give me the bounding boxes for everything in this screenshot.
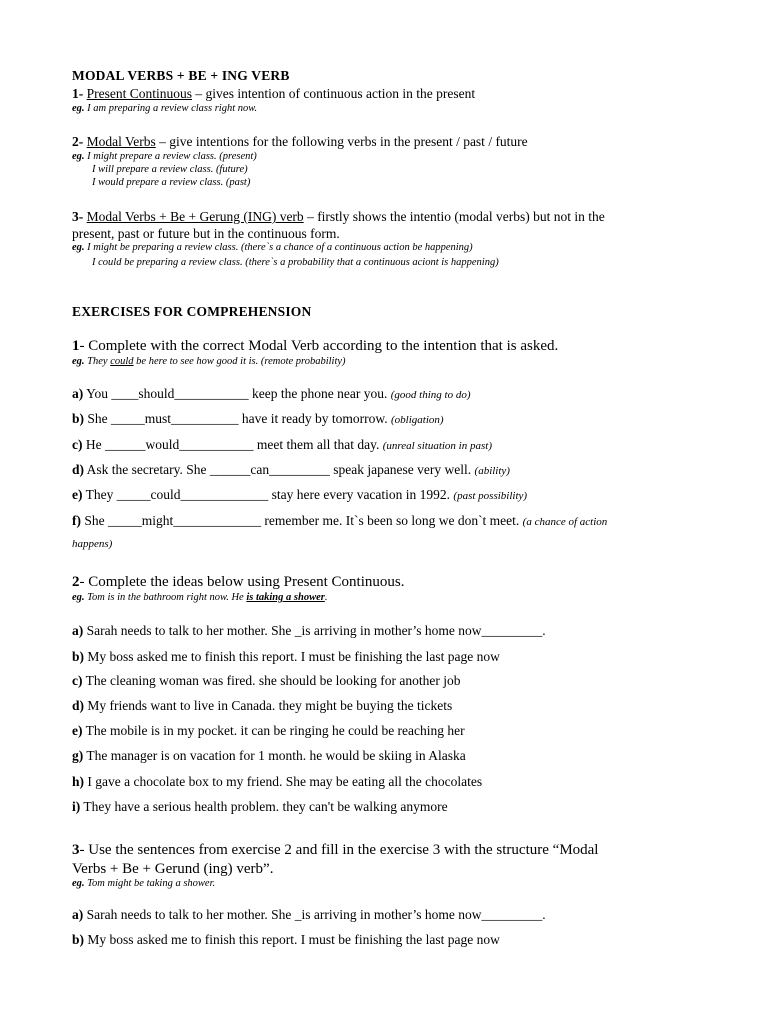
item-text: My boss asked me to finish this report. I must be finishing the last page now [84,649,500,664]
example-underlined: could [110,356,134,367]
item-note: (unreal situation in past) [382,440,492,452]
item-note: (a chance of action [522,516,608,528]
section-1-heading [72,86,712,102]
item-text: She _____must__________ have it ready by tomorrow. [84,411,391,426]
exercise-2-example [72,592,712,603]
item-text: They _____could_____________ stay here every vacation in 1992. [82,487,454,502]
example-underlined: is taking a shower [246,592,325,603]
item-label: b) [72,411,85,426]
section-3-example-2: I could be preparing a review class. (there`s a probability that a continuous aciont is happening) [92,257,499,268]
section-3-term: Modal Verbs + Be + Gerung (ING) verb [86,209,304,224]
item-note: (obligation) [390,414,444,426]
item-label: h) [72,774,85,789]
exercise-3-instructions-line-2: Verbs + Be + Gerund (ing) verb”. [72,861,274,877]
item-text: My boss asked me to finish this report. I must be finishing the last page now [84,932,500,947]
item-text: You ____should___________ keep the phone near you. [83,386,391,401]
item-text: The mobile is in my pocket. it can be ringing he could be reaching her [82,723,465,738]
section-1-term: Present Continuous [86,86,193,101]
exercise-1-number: 1 [72,338,80,354]
section-2-example-3: I would prepare a review class. (past) [92,177,251,188]
item-text: They have a serious health problem. they can't be walking anymore [80,799,448,814]
section-3-example-1 [72,242,712,253]
item-note: (ability) [474,465,510,477]
exercise-2-item-c [72,673,712,689]
exercise-2-number: 2 [72,574,80,590]
item-label: a) [72,386,84,401]
example-text-part: Tom is in the bathroom right now. He [87,592,247,603]
exercise-2-item-h [72,774,712,790]
exercise-2-item-g [72,748,712,764]
section-2-term: Modal Verbs [86,134,156,149]
exercise-2-instructions [72,574,712,591]
section-1-example [72,103,712,114]
section-3-desc-line-2: present, past or future but in the continuous form. [72,226,340,241]
exercise-1-item-f [72,513,712,529]
section-3-desc: – firstly shows the intentio (modal verbs) but not in the [303,209,605,224]
eg-label: eg. [72,592,85,603]
item-label: c) [72,437,83,452]
item-label: e) [72,723,83,738]
exercise-3-text: - Use the sentences from exercise 2 and fill in the exercise 3 with the structure “Modal [79,842,599,858]
item-note: (past possibility) [453,490,528,502]
example-text-part: be here to see how good it is. (remote probability) [133,356,346,367]
section-3-heading [72,209,712,225]
eg-label: eg. [72,151,85,162]
section-1-desc: – gives intention of continuous action in the present [192,86,476,101]
exercise-2-item-a [72,623,712,639]
exercise-2-text: - Complete the ideas below using Present Continuous. [79,574,405,590]
item-label: a) [72,907,84,922]
item-label: a) [72,623,84,638]
item-label: b) [72,932,85,947]
item-label: f) [72,513,81,528]
example-text-part: . [324,592,328,603]
exercise-1-item-d [72,462,712,478]
exercise-2-item-i [72,799,712,815]
exercise-3-number: 3 [72,842,80,858]
exercise-1-example [72,356,712,367]
exercise-1-text: - Complete with the correct Modal Verb according to the intention that is asked. [79,338,559,354]
example-text: Tom might be taking a shower. [87,878,216,889]
item-label: d) [72,462,85,477]
item-note: (good thing to do) [390,389,471,401]
exercise-2-item-e [72,723,712,739]
eg-label: eg. [72,878,85,889]
example-text: I might be preparing a review class. (there`s a chance of a continuous action be happening) [87,242,473,253]
section-2-example-2: I will prepare a review class. (future) [92,164,248,175]
exercise-3-item-b [72,932,712,948]
example-text: I am preparing a review class right now. [87,103,258,114]
eg-label: eg. [72,103,85,114]
item-text: The cleaning woman was fired. she should be looking for another job [82,673,461,688]
eg-label: eg. [72,242,85,253]
section-2-number: 2- [72,134,84,149]
item-text: My friends want to live in Canada. they might be buying the tickets [84,698,453,713]
exercises-title: EXERCISES FOR COMPREHENSION [72,304,312,319]
item-label: c) [72,673,83,688]
example-text: I might prepare a review class. (present) [87,151,257,162]
item-label: e) [72,487,83,502]
exercise-1-instructions [72,338,712,355]
section-1-number: 1- [72,86,84,101]
eg-label: eg. [72,356,85,367]
item-text: The manager is on vacation for 1 month. he would be skiing in Alaska [83,748,466,763]
item-label: g) [72,748,84,763]
item-note: happens) [72,538,113,550]
item-text: He ______would___________ meet them all that day. [82,437,383,452]
exercise-1-item-e [72,487,712,503]
item-text: Sarah needs to talk to her mother. She _is arriving in mother’s home now_________. [83,907,546,922]
exercise-1-item-c [72,437,712,453]
section-2-example-1 [72,151,712,162]
item-text: I gave a chocolate box to my friend. She may be eating all the chocolates [84,774,483,789]
exercise-3-item-a [72,907,712,923]
item-text: She _____might_____________ remember me. It`s been so long we don`t meet. [81,513,523,528]
item-label: b) [72,649,85,664]
exercise-3-example [72,878,712,889]
exercise-1-item-a [72,386,712,402]
item-text: Sarah needs to talk to her mother. She _is arriving in mother’s home now_________. [83,623,546,638]
exercise-2-item-b [72,649,712,665]
exercise-2-item-d [72,698,712,714]
exercise-1-item-f-continued [72,535,712,551]
section-2-heading [72,134,712,150]
item-text: Ask the secretary. She ______can_________ speak japanese very well. [84,462,475,477]
item-label: i) [72,799,81,814]
example-text-part: They [87,356,111,367]
exercise-3-instructions [72,842,712,859]
exercise-1-item-b [72,411,712,427]
section-2-desc: – give intentions for the following verbs in the present / past / future [155,134,528,149]
section-3-number: 3- [72,209,84,224]
item-label: d) [72,698,85,713]
page-title: MODAL VERBS + BE + ING VERB [72,68,290,83]
